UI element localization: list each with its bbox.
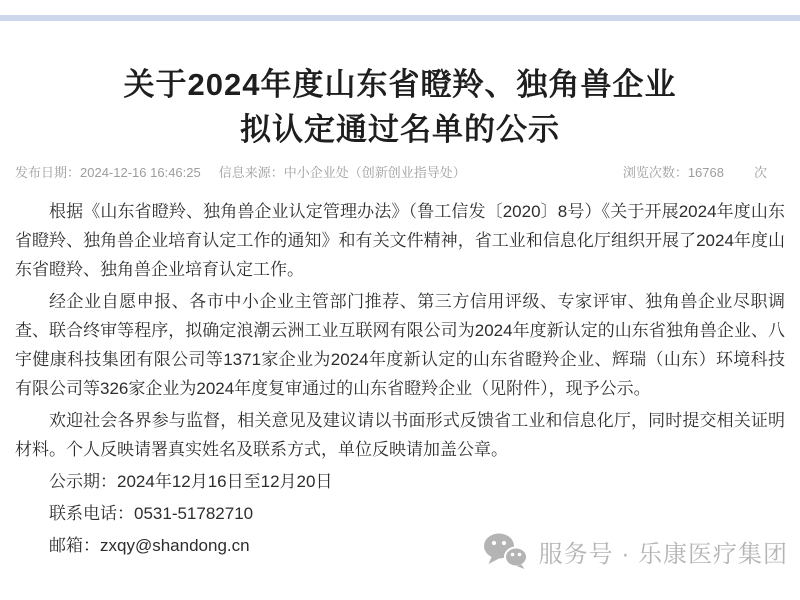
publish-date-label: 发布日期：	[15, 165, 81, 180]
watermark-text: 服务号 · 乐康医疗集团	[538, 540, 788, 568]
top-divider-bar	[0, 15, 800, 21]
info-source-label: 信息来源：	[218, 165, 284, 180]
publish-date-value: 2024-12-16 16:46:25	[80, 165, 201, 180]
wechat-icon	[483, 533, 529, 569]
view-count-unit: 次	[753, 165, 767, 180]
contact-email-line: 邮箱：zxqy@shandong.cn	[49, 536, 250, 555]
info-source-value: 中小企业处（创新创业指导处）	[283, 165, 466, 180]
meta-left-group	[15, 162, 466, 181]
title-line-2: 拟认定通过名单的公示	[240, 112, 560, 147]
view-count-value: 16768	[687, 165, 724, 180]
paragraph-basis: 根据《山东省瞪羚、独角兽企业认定管理办法》（鲁工信发〔2020〕8号）《关于开展2024年度山东省瞪羚、独角兽企业培育认定工作的通知》和有关文件精神，省工业和信息化厅组织开展了2024年度山东省瞪羚、独角兽企业培育认定工作。	[15, 202, 785, 279]
title-line-1: 关于2024年度山东省瞪羚、独角兽企业	[123, 67, 677, 102]
view-count-label: 浏览次数：	[622, 165, 688, 180]
publicity-period-line: 公示期：2024年12月16日至12月20日	[49, 472, 333, 491]
paragraph-supervision: 欢迎社会各界参与监督，相关意见及建议请以书面形式反馈省工业和信息化厅，同时提交相关证明材料。个人反映请署真实姓名及联系方式，单位反映请加盖公章。	[15, 411, 785, 459]
meta-bar	[15, 162, 785, 181]
announcement-body	[15, 197, 785, 563]
watermark	[483, 533, 788, 569]
contact-phone-line: 联系电话：0531-51782710	[49, 504, 254, 523]
paragraph-determination: 经企业自愿申报、各市中小企业主管部门推荐、第三方信用评级、专家评审、独角兽企业尽职调查、联合终审等程序，拟确定浪潮云洲工业互联网有限公司为2024年度新认定的山东省独角兽企业、八宇健康科技集团有限公司等1371家企业为2024年度新认定的山东省瞪羚企业、辉瑞（山东）环境科技有限公司等326家企业为2024年度复审通过的山东省瞪羚企业（见附件），现予公示。	[15, 292, 785, 398]
page-title	[0, 62, 800, 152]
meta-right-group	[623, 162, 785, 181]
